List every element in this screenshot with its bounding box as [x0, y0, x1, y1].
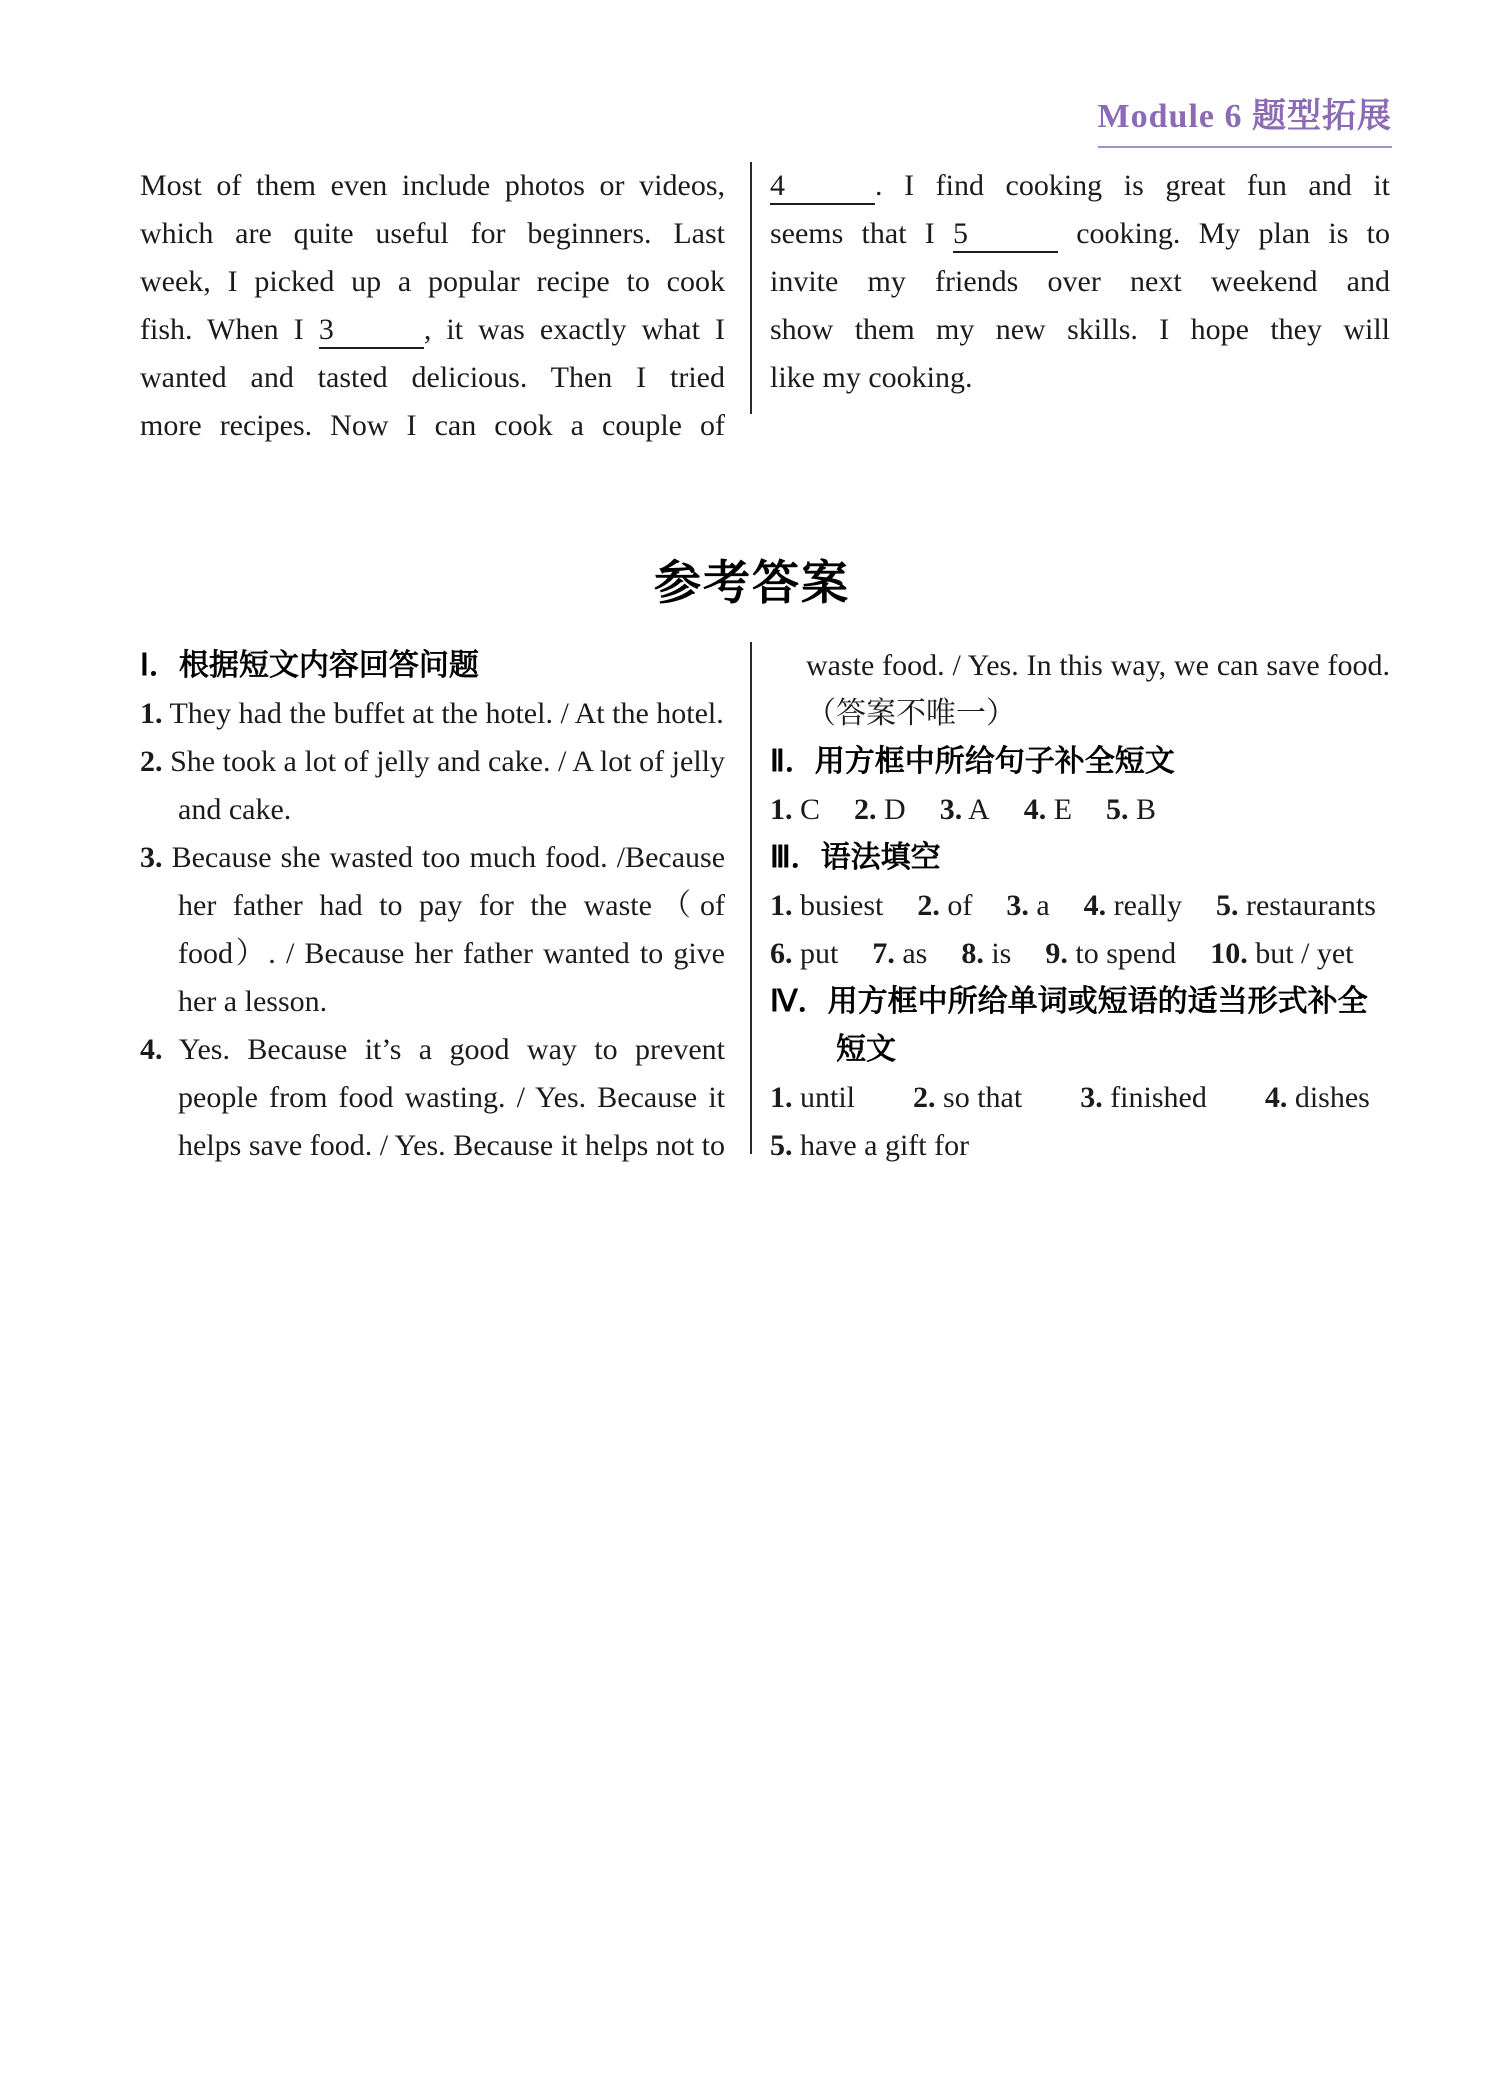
answers-right-column	[770, 642, 1390, 1170]
answer-number: 3.	[140, 841, 163, 874]
fill-blank-4: 4	[770, 167, 875, 205]
page-header	[1098, 88, 1392, 148]
passage-line	[770, 162, 1390, 210]
passage-line	[770, 210, 1390, 258]
answer-number: 9.	[1045, 937, 1068, 970]
answer-value: is	[991, 937, 1012, 970]
answer-pair	[1106, 786, 1156, 834]
section-1-heading: Ⅰ．根据短文内容回答问题	[140, 649, 479, 682]
answer-number: 3.	[1080, 1081, 1103, 1114]
answer-number: 1.	[140, 697, 163, 730]
passage-line	[770, 258, 1390, 306]
passage-text: like my cooking.	[770, 361, 973, 394]
answer-value: but / yet	[1255, 937, 1354, 970]
answer-number: 3.	[1006, 889, 1029, 922]
answers-left-column	[140, 642, 725, 1170]
passage-continuation	[140, 162, 1390, 450]
answer-pair	[872, 930, 927, 978]
passage-right-column	[770, 162, 1390, 450]
answer-value: D	[884, 793, 906, 826]
passage-text: . I find cooking is great fun and it	[875, 169, 1390, 202]
section-4-answers-row-2	[770, 1122, 1390, 1170]
passage-text: seems that I	[770, 217, 935, 250]
answer-pair	[770, 786, 820, 834]
answer-value: really	[1113, 889, 1182, 922]
answer-text: She took a lot of jelly and cake. / A lot of jelly and cake.	[170, 745, 726, 826]
module-header-title: Module 6 题型拓展	[1098, 88, 1392, 148]
answer-item-4	[140, 1026, 725, 1170]
answer-value: until	[800, 1081, 856, 1114]
answer-number: 2.	[140, 745, 163, 778]
answer-pair	[1210, 930, 1353, 978]
passage-line	[140, 258, 725, 306]
answer-number: 1.	[770, 793, 793, 826]
passage-line	[140, 162, 725, 210]
answer-value: busiest	[800, 889, 884, 922]
answer-number: 7.	[872, 937, 895, 970]
answer-pair	[1216, 882, 1376, 930]
passage-text: invite my friends over next weekend and	[770, 265, 1390, 298]
answer-pair	[940, 786, 990, 834]
passage-line	[140, 306, 725, 354]
answer-number: 1.	[770, 889, 793, 922]
answer-pair	[1045, 930, 1176, 978]
answer-item-1	[140, 690, 725, 738]
answer-number: 5.	[1215, 889, 1239, 922]
answer-number: 5.	[770, 1129, 793, 1162]
passage-text: wanted and tasted delicious. Then I tried	[140, 361, 725, 394]
answer-pair	[1265, 1074, 1370, 1122]
answer-text: Because she wasted too much food. /Because her father had to pay for the waste（of food）. / Because her father wanted to give her a lesson.	[171, 841, 726, 1018]
passage-text: show them my new skills. I hope they will	[770, 313, 1390, 346]
section-2-heading: Ⅱ．用方框中所给句子补全短文	[770, 745, 1175, 778]
answer-pair	[917, 882, 972, 930]
answer-pair	[854, 786, 906, 834]
answer-value: C	[800, 793, 821, 826]
answer-value: put	[800, 937, 839, 970]
fill-blank-5: 5	[953, 215, 1058, 253]
answer-number: 2.	[913, 1081, 936, 1114]
answer-number: 2.	[854, 793, 877, 826]
answer-value: of	[947, 889, 973, 922]
passage-left-column	[140, 162, 725, 450]
section-4-heading: Ⅳ．用方框中所给单词或短语的适当形式补全短文	[770, 985, 1368, 1066]
answer-key	[140, 642, 1390, 1170]
answer-value: A	[968, 793, 990, 826]
passage-text: , it was exactly what I	[423, 313, 726, 346]
section-3-answers-row-2	[770, 930, 1390, 978]
answer-pair	[770, 930, 838, 978]
answer-value: restaurants	[1245, 889, 1376, 922]
section-4-answers-row-1	[770, 1074, 1390, 1122]
answer-number: 5.	[1106, 793, 1129, 826]
passage-text: fish. When I	[140, 313, 304, 346]
answer-number: 6.	[770, 937, 793, 970]
answer-value: dishes	[1294, 1081, 1370, 1114]
answer-value: to spend	[1075, 937, 1177, 970]
section-3-heading: Ⅲ．语法填空	[770, 841, 941, 874]
answer-value: E	[1053, 793, 1073, 826]
answer-value: finished	[1110, 1081, 1207, 1114]
passage-line	[140, 210, 725, 258]
answer-number: 4.	[1023, 793, 1047, 826]
answer-number: 10.	[1210, 937, 1248, 970]
answer-number: 3.	[939, 793, 963, 826]
answer-pair	[961, 930, 1011, 978]
answer-pair	[913, 1074, 1022, 1122]
answer-number: 4.	[140, 1033, 163, 1066]
passage-text: more recipes. Now I can cook a couple of	[140, 409, 725, 442]
answer-pair	[770, 1074, 855, 1122]
answer-pair	[770, 882, 883, 930]
answer-number: 4.	[1264, 1081, 1288, 1114]
answer-text: They had the buffet at the hotel. / At the hotel.	[169, 697, 724, 730]
passage-text: Most of them even include photos or videos,	[140, 169, 725, 202]
answer-text: Yes. Because it’s a good way to prevent people from food wasting. / Yes. Because it helps save food. / Yes. Because it helps not to	[178, 1033, 725, 1162]
answer-item-2	[140, 738, 725, 834]
passage-text: week, I picked up a popular recipe to cook	[140, 265, 725, 298]
fill-blank-3: 3	[319, 311, 424, 349]
answer-pair	[770, 1122, 969, 1170]
answer-item-3	[140, 834, 725, 1026]
passage-line	[140, 354, 725, 402]
column-divider	[750, 162, 752, 414]
answer-value: as	[902, 937, 928, 970]
answer-number: 2.	[917, 889, 940, 922]
answer-value: a	[1036, 889, 1050, 922]
answer-item-4-continuation: waste food. / Yes. In this way, we can save food.（答案不唯一）	[806, 649, 1390, 730]
passage-line	[770, 354, 1390, 402]
answer-pair	[1006, 882, 1049, 930]
passage-text: which are quite useful for beginners. Last	[140, 217, 725, 250]
passage-line	[140, 402, 725, 450]
section-3-answers-row-1	[770, 882, 1390, 930]
answer-value: so that	[943, 1081, 1023, 1114]
answer-value: have a gift for	[800, 1129, 970, 1162]
answer-key-title: 参考答案	[654, 556, 850, 609]
column-divider	[750, 642, 752, 1154]
answer-number: 1.	[770, 1081, 793, 1114]
answer-number: 8.	[961, 937, 984, 970]
answer-number: 4.	[1083, 889, 1107, 922]
answer-pair	[1084, 882, 1182, 930]
answer-value: B	[1136, 793, 1157, 826]
passage-text: cooking. My plan is to	[1076, 217, 1390, 250]
answer-pair	[1080, 1074, 1207, 1122]
answer-pair	[1024, 786, 1072, 834]
section-2-answers	[770, 786, 1390, 834]
passage-line	[770, 306, 1390, 354]
